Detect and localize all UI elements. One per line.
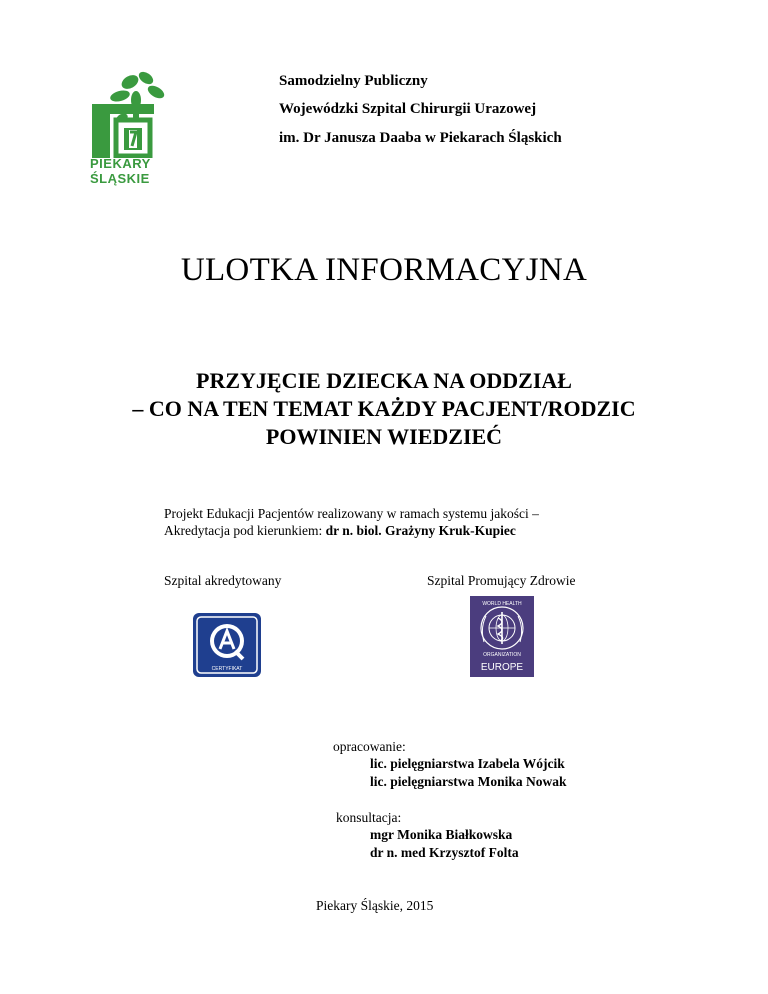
who-logo-top-text: WORLD HEALTH [482, 601, 522, 607]
hospital-name-line1: Samodzielny Publiczny [279, 73, 428, 89]
consultation-label: konsultacja: [336, 810, 402, 825]
health-promoting-label: Szpital Promujący Zdrowie [427, 573, 576, 588]
who-logo-region: EUROPE [480, 662, 524, 673]
prepared-label: opracowanie: [333, 739, 406, 754]
project-line1: Projekt Edukacji Pacjentów realizowany w ramach systemu jakości – [164, 506, 539, 521]
consultation-person-1: mgr Monika Białkowska [370, 827, 513, 842]
subtitle-line3: POWINIEN WIEDZIEĆ [265, 424, 503, 449]
prepared-person-2: lic. pielęgniarstwa Monika Nowak [370, 774, 567, 789]
piekary-slaskie-plant-emblem-icon [86, 70, 178, 158]
project-supervisor: dr n. biol. Grażyny Kruk-Kupiec [325, 523, 516, 538]
consultation-person-2: dr n. med Krzysztof Folta [370, 845, 519, 860]
logo-text-piekary: PIEKARY [90, 156, 151, 171]
quality-certificate-logo [193, 613, 261, 677]
subtitle-line1: PRZYJĘCIE DZIECKA NA ODDZIAŁ [196, 368, 572, 393]
who-logo-bottom-text: ORGANIZATION [483, 652, 521, 658]
logo-text-slaskie: ŚLĄSKIE [90, 171, 150, 186]
page-title: ULOTKA INFORMACYJNA [180, 252, 588, 288]
prepared-person-1: lic. pielęgniarstwa Izabela Wójcik [370, 756, 565, 771]
hospital-name-line2: Wojewódzki Szpital Chirurgii Urazowej [279, 101, 537, 117]
quality-certificate-logo-icon [193, 613, 261, 677]
footer-place-date: Piekary Śląskie, 2015 [316, 898, 434, 913]
piekary-slaskie-logo [86, 70, 178, 188]
certificate-logo-text: CERTYFIKAT [211, 666, 243, 672]
project-line2-prefix: Akredytacja pod kierunkiem: [164, 523, 326, 538]
hospital-name-line3: im. Dr Janusza Daaba w Piekarach Śląskich [279, 130, 562, 146]
accreditation-label: Szpital akredytowany [164, 573, 282, 588]
project-line2 [164, 523, 516, 539]
who-europe-logo [470, 596, 534, 677]
who-europe-logo-icon [470, 596, 534, 677]
subtitle-line2: – CO NA TEN TEMAT KAŻDY PACJENT/RODZIC [132, 396, 636, 421]
